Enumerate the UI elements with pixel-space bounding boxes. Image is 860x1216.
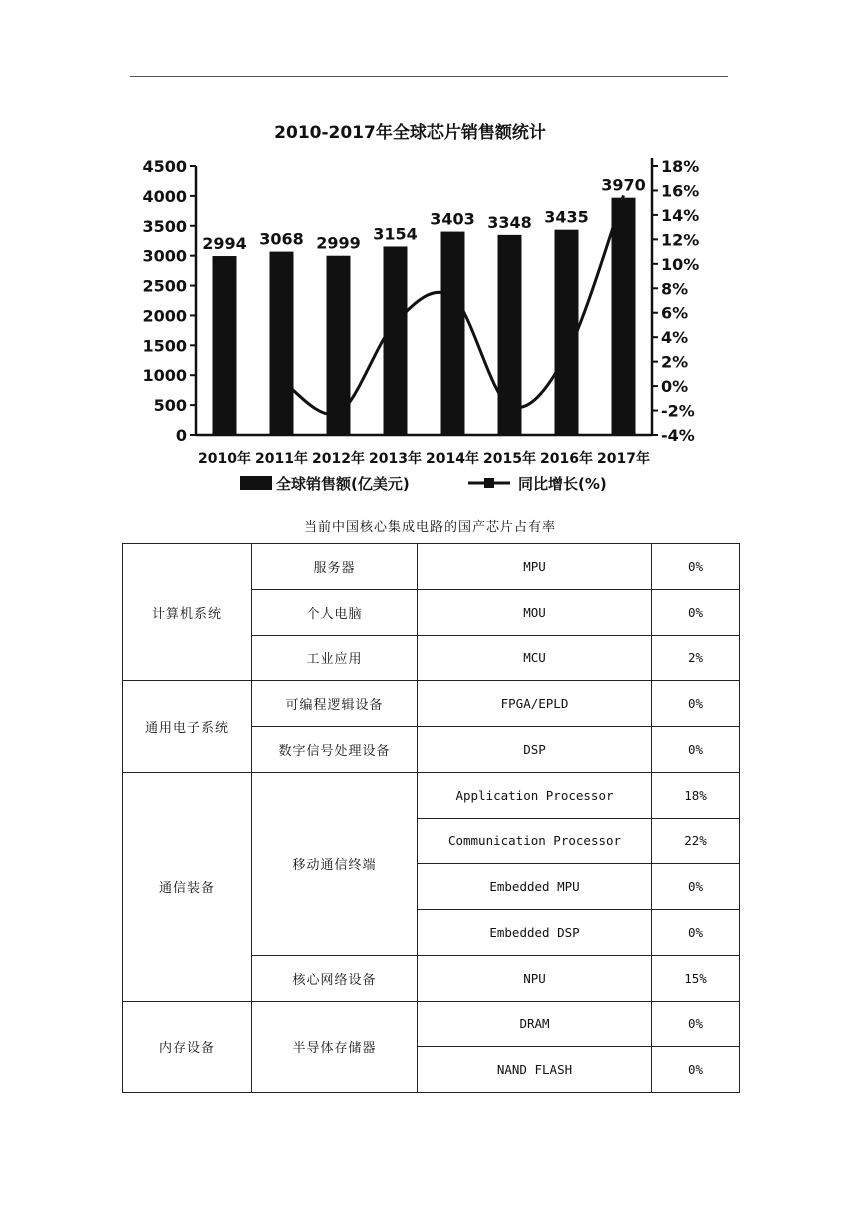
chip-cell: NAND FLASH xyxy=(418,1047,652,1093)
category-cell: 内存设备 xyxy=(123,1001,252,1093)
chip-cell: Embedded MPU xyxy=(418,864,652,910)
bar-value-label: 3068 xyxy=(259,229,304,249)
plot-area xyxy=(142,157,699,467)
left-tick-label: 500 xyxy=(153,396,187,416)
share-cell: 0% xyxy=(652,910,740,956)
table-row xyxy=(123,544,740,590)
x-tick-label: 2014年 xyxy=(426,451,479,467)
x-tick-label: 2016年 xyxy=(540,451,593,467)
chip-cell: Communication Processor xyxy=(418,818,652,864)
left-tick-label: 2000 xyxy=(142,306,187,326)
x-tick-label: 2013年 xyxy=(369,451,422,467)
right-tick-label: 4% xyxy=(661,328,689,348)
left-tick-label: 3500 xyxy=(142,216,187,236)
chart-title: 2010-2017年全球芯片销售额统计 xyxy=(274,123,546,143)
share-cell: 2% xyxy=(652,635,740,681)
chart-legend xyxy=(240,475,607,493)
x-tick-label: 2011年 xyxy=(255,451,308,467)
right-tick-label: 2% xyxy=(661,352,689,372)
device-cell: 工业应用 xyxy=(252,635,418,681)
chip-cell: Embedded DSP xyxy=(418,910,652,956)
chip-share-table xyxy=(122,543,740,1093)
bar xyxy=(270,252,294,435)
left-tick-label: 0 xyxy=(175,426,187,445)
table-row xyxy=(123,1001,740,1047)
table-row xyxy=(123,681,740,727)
bar-value-label: 3154 xyxy=(373,224,418,244)
left-tick-label: 3000 xyxy=(142,246,187,266)
share-cell: 18% xyxy=(652,772,740,818)
chip-cell: Application Processor xyxy=(418,772,652,818)
left-tick-label: 1000 xyxy=(142,366,187,386)
right-tick-label: 0% xyxy=(661,377,689,397)
bar-value-label: 3403 xyxy=(430,209,475,229)
bar xyxy=(384,246,408,435)
share-cell: 0% xyxy=(652,864,740,910)
bar-value-label: 3435 xyxy=(544,207,589,227)
share-cell: 0% xyxy=(652,589,740,635)
bar-value-label: 3970 xyxy=(601,175,646,195)
share-cell: 0% xyxy=(652,1047,740,1093)
chip-cell: DRAM xyxy=(418,1001,652,1047)
category-cell: 通信装备 xyxy=(123,772,252,1001)
chip-cell: MPU xyxy=(418,544,652,590)
legend-bar-swatch xyxy=(240,476,272,490)
right-tick-label: 12% xyxy=(661,230,700,250)
x-tick-label: 2010年 xyxy=(198,451,251,467)
share-cell: 0% xyxy=(652,544,740,590)
share-cell: 0% xyxy=(652,1001,740,1047)
chip-cell: NPU xyxy=(418,955,652,1001)
bar-value-label: 2994 xyxy=(202,234,247,254)
device-cell: 数字信号处理设备 xyxy=(252,727,418,773)
device-cell: 服务器 xyxy=(252,544,418,590)
chip-cell: MCU xyxy=(418,635,652,681)
left-tick-label: 4000 xyxy=(142,186,187,206)
table-row xyxy=(123,772,740,818)
legend-bar-label: 全球销售额(亿美元) xyxy=(276,475,410,493)
device-cell: 半导体存储器 xyxy=(252,1001,418,1093)
share-cell: 0% xyxy=(652,727,740,773)
right-tick-label: 10% xyxy=(661,254,700,274)
legend-line-label: 同比增长(%) xyxy=(518,475,607,493)
device-cell: 个人电脑 xyxy=(252,589,418,635)
right-tick-label: 6% xyxy=(661,303,689,323)
left-tick-label: 2500 xyxy=(142,276,187,296)
table-title: 当前中国核心集成电路的国产芯片占有率 xyxy=(303,520,556,535)
bar xyxy=(612,198,636,435)
bar-value-label: 3348 xyxy=(487,212,532,232)
right-tick-label: -4% xyxy=(661,426,695,445)
right-tick-label: 18% xyxy=(661,157,700,176)
category-cell: 通用电子系统 xyxy=(123,681,252,773)
share-cell: 22% xyxy=(652,818,740,864)
right-tick-label: 14% xyxy=(661,205,700,225)
bar xyxy=(441,232,465,435)
x-tick-label: 2015年 xyxy=(483,451,536,467)
x-tick-label: 2012年 xyxy=(312,451,365,467)
share-cell: 0% xyxy=(652,681,740,727)
x-tick-label: 2017年 xyxy=(597,451,650,467)
left-tick-label: 1500 xyxy=(142,336,187,356)
category-cell: 计算机系统 xyxy=(123,544,252,681)
sales-chart xyxy=(120,108,700,498)
left-tick-label: 4500 xyxy=(142,157,187,176)
device-cell: 核心网络设备 xyxy=(252,955,418,1001)
legend-line-marker xyxy=(484,478,494,488)
chip-cell: MOU xyxy=(418,589,652,635)
share-cell: 15% xyxy=(652,955,740,1001)
bar xyxy=(327,256,351,435)
device-cell: 可编程逻辑设备 xyxy=(252,681,418,727)
header-rule xyxy=(130,76,728,77)
bar-value-label: 2999 xyxy=(316,233,361,253)
chip-cell: FPGA/EPLD xyxy=(418,681,652,727)
right-tick-label: 8% xyxy=(661,279,689,299)
chip-cell: DSP xyxy=(418,727,652,773)
right-tick-label: -2% xyxy=(661,401,695,421)
bar xyxy=(213,256,237,435)
right-tick-label: 16% xyxy=(661,181,700,201)
device-cell: 移动通信终端 xyxy=(252,772,418,955)
